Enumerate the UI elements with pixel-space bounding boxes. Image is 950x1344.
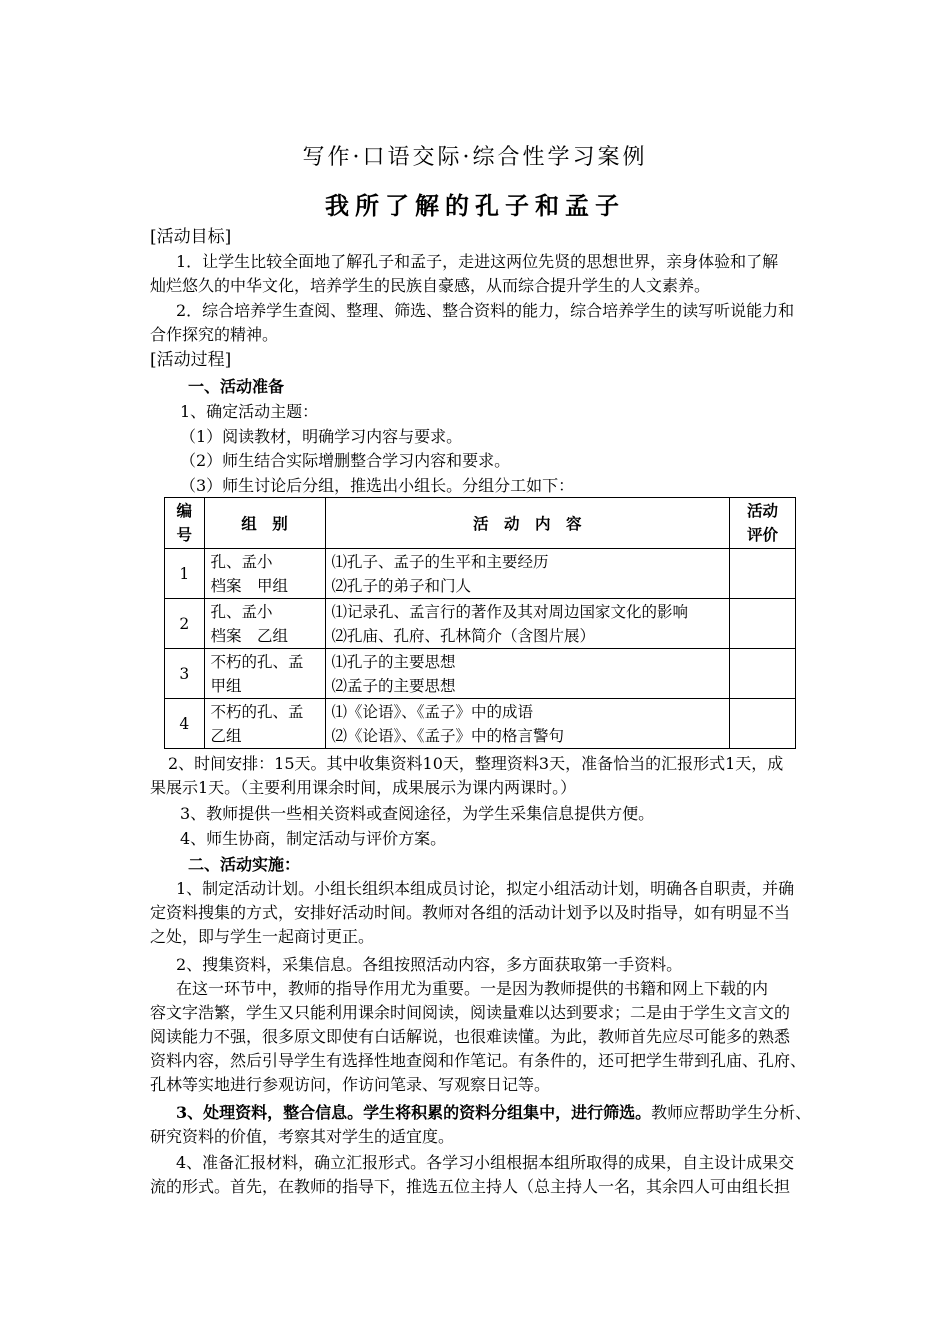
paragraph: 2、搜集资料，采集信息。各组按照活动内容，多方面获取第一手资料。: [176, 955, 683, 974]
text-line: 研究资料的价值，考察其对学生的适宜度。: [150, 1127, 455, 1146]
text-line: 灿烂悠久的中华文化，培养学生的民族自豪感，从而综合提升学生的人文素养。: [150, 276, 711, 295]
cell-text: 甲组: [210, 676, 242, 695]
table-row: [165, 699, 796, 749]
cell-text: ⑴孔子的主要思想: [331, 652, 456, 671]
cell-text: 编: [176, 501, 193, 520]
cell-text: 孔、孟小: [210, 602, 273, 621]
text-line: 1．让学生比较全面地了解孔子和孟子，走进这两位先贤的思想世界，亲身体验和了解: [176, 252, 779, 271]
text-line: 1、制定活动计划。小组长组织本组成员讨论，拟定小组活动计划，明确各自职责，并确: [176, 879, 795, 898]
section-heading-goals: [活动目标]: [150, 227, 232, 247]
text-line: 2、时间安排：15天。其中收集资料10天，整理资料3天，准备恰当的汇报形式1天，成: [168, 754, 784, 773]
table-row: [165, 599, 796, 649]
cell-content: [325, 649, 729, 699]
text-line: 4、准备汇报材料，确立汇报形式。各学习小组根据本组所取得的成果，自主设计成果交: [176, 1153, 795, 1172]
cell-group: [204, 599, 325, 649]
cell-text: 活动: [746, 501, 778, 520]
header-cell-evaluation: [729, 498, 795, 549]
section-heading-process: [活动过程]: [150, 350, 232, 370]
paragraph: [150, 877, 800, 949]
cell-content: [325, 599, 729, 649]
cell-text: 不朽的孔、孟: [210, 702, 304, 721]
cell-text: ⑴孔子、孟子的生平和主要经历: [331, 552, 549, 571]
paragraph: [150, 1101, 812, 1149]
text-line: 合作探究的精神。: [150, 325, 279, 344]
cell-text: 不朽的孔、孟: [210, 652, 304, 671]
text-span: 教师应帮助学生分析、: [651, 1103, 812, 1122]
cell-content: [325, 699, 729, 749]
cell-text: 评价: [746, 525, 778, 544]
paragraph: （3）师生讨论后分组，推选出小组长。分组分工如下：: [180, 476, 575, 495]
paragraph: 4、师生协商，制定活动与评价方案。: [180, 829, 447, 848]
cell-text: ⑴记录孔、孟言行的著作及其对周边国家文化的影响: [331, 602, 689, 621]
document-header: 写作·口语交际·综合性学习案例: [302, 145, 648, 170]
cell-text: ⑵孟子的主要思想: [331, 676, 456, 695]
text-line: 定资料搜集的方式，安排好活动时间。教师对各组的活动计划予以及时指导，如有明显不当: [150, 903, 791, 922]
grouping-table: [164, 497, 796, 749]
header-cell-group: 组 别: [204, 498, 325, 549]
cell-evaluation: [729, 599, 795, 649]
subheading-implementation: 二、活动实施：: [188, 855, 301, 874]
cell-group: [204, 649, 325, 699]
cell-text: 号: [176, 525, 193, 544]
text-line: 2．综合培养学生查阅、整理、筛选、整合资料的能力，综合培养学生的读写听说能力和: [176, 301, 795, 320]
cell-evaluation: [729, 649, 795, 699]
header-cell-content: 活 动 内 容: [325, 498, 729, 549]
cell-text: ⑵孔子的弟子和门人: [331, 576, 472, 595]
cell-evaluation: [729, 549, 795, 599]
text-line: 之处，即与学生一起商讨更正。: [150, 927, 375, 946]
cell-text: 档案 乙组: [210, 626, 289, 645]
cell-text: 孔、孟小: [210, 552, 273, 571]
paragraph: 3、教师提供一些相关资料或查阅途径，为学生采集信息提供方便。: [180, 804, 655, 823]
text-line: 在这一环节中，教师的指导作用尤为重要。一是因为教师提供的书籍和网上下载的内: [176, 979, 769, 998]
paragraph: [150, 752, 800, 800]
cell-text: ⑴《论语》、《孟子》中的成语: [331, 702, 534, 721]
text-line: 阅读能力不强，很多原文即使有白话解说，也很难读懂。为此，教师首先应尽可能多的熟悉: [150, 1027, 791, 1046]
cell-text: 档案 甲组: [210, 576, 289, 595]
table-header-row: [165, 498, 796, 549]
cell-number: 2: [165, 599, 205, 649]
text-line: 果展示1天。（主要利用课余时间，成果展示为课内两课时。）: [150, 778, 577, 797]
cell-text: ⑵《论语》、《孟子》中的格言警句: [331, 726, 565, 745]
cell-group: [204, 699, 325, 749]
table-row: [165, 549, 796, 599]
document-title: 我所了解的孔子和孟子: [325, 191, 625, 220]
text-line: 流的形式。首先，在教师的指导下，推选五位主持人（总主持人一名，其余四人可由组长担: [150, 1177, 791, 1196]
paragraph: [150, 1151, 800, 1199]
cell-number: 4: [165, 699, 205, 749]
goal-paragraph: [150, 299, 800, 347]
paragraph: [150, 977, 807, 1097]
paragraph: （2）师生结合实际增删整合学习内容和要求。: [180, 451, 511, 470]
text-line: [150, 1101, 812, 1125]
cell-content: [325, 549, 729, 599]
cell-group: [204, 549, 325, 599]
goal-paragraph: [150, 250, 800, 298]
text-line: 资料内容，然后引导学生有选择性地查阅和作笔记。有条件的，还可把学生带到孔庙、孔府、: [150, 1051, 807, 1070]
cell-evaluation: [729, 699, 795, 749]
table-row: [165, 649, 796, 699]
text-line: 容文字浩繁，学生又只能利用课余时间阅读，阅读量难以达到要求；二是由于学生文言文的: [150, 1003, 791, 1022]
header-cell-number: [165, 498, 205, 549]
cell-text: ⑵孔庙、孔府、孔林简介（含图片展）: [331, 626, 596, 645]
subheading-preparation: 一、活动准备: [188, 377, 285, 396]
cell-number: 3: [165, 649, 205, 699]
cell-number: 1: [165, 549, 205, 599]
text-line: 孔林等实地进行参观访问，作访问笔录、写观察日记等。: [150, 1075, 551, 1094]
cell-text: 乙组: [210, 726, 242, 745]
paragraph: （1）阅读教材，明确学习内容与要求。: [180, 427, 463, 446]
bold-text: 3、处理资料，整合信息。学生将积累的资料分组集中，进行筛选。: [176, 1103, 652, 1122]
paragraph: 1、确定活动主题：: [180, 402, 319, 421]
